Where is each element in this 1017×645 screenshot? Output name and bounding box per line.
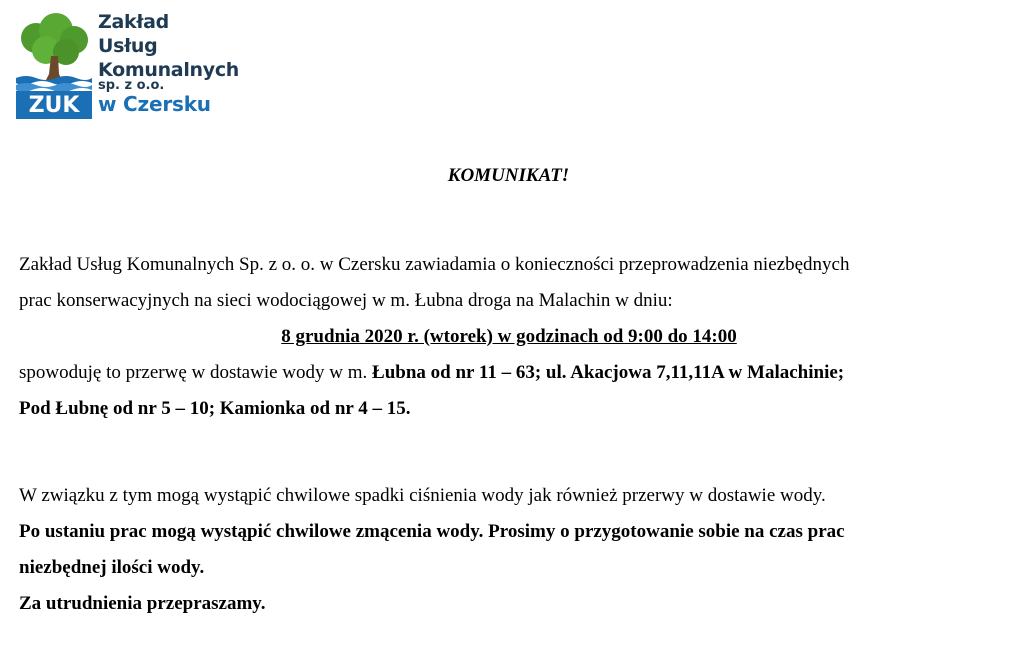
- logo-abbrev: ZUK: [28, 93, 80, 118]
- date-line: 8 grudnia 2020 r. (wtorek) w godzinach od 9:00 do 14:00: [281, 326, 737, 347]
- p2-line-4: Za utrudnienia przepraszamy.: [19, 593, 266, 614]
- p1-line-4-locations: Łubna od nr 11 – 63; ul. Akacjowa 7,11,11A w Malachinie;: [372, 362, 845, 383]
- tree-water-logo-icon: [16, 12, 92, 120]
- p1-line-2: prac konserwacyjnych na sieci wodociągowej w m. Łubna droga na Malachin w dniu:: [19, 290, 673, 311]
- logo-line-3: Komunalnych: [98, 59, 240, 81]
- notice-title: KOMUNIKAT!: [447, 165, 570, 186]
- p1-line-4-prefix: spowoduję to przerwę w dostawie wody w m.: [19, 362, 373, 383]
- logo-line-4: sp. z o.o.: [98, 78, 165, 93]
- p2-line-2: Po ustaniu prac mogą wystąpić chwilowe zmącenia wody. Prosimy o przygotowanie sobie na czas prac: [19, 521, 845, 542]
- company-logo: [16, 8, 256, 120]
- logo-wordmark: [98, 10, 239, 115]
- p1-line-5-locations: Pod Łubnę od nr 5 – 10; Kamionka od nr 4 – 15.: [19, 398, 411, 419]
- p1-line-1: Zakład Usług Komunalnych Sp. z o. o. w Czersku zawiadamia o konieczności przeprowadzenia niezbędnych: [19, 254, 850, 275]
- logo-line-1: Zakład: [98, 11, 169, 33]
- p2-line-3: niezbędnej ilości wody.: [19, 557, 205, 578]
- logo-line-2: Usług: [98, 35, 158, 57]
- notice-paragraph-2: [19, 478, 999, 622]
- p2-line-1: W związku z tym mogą wystąpić chwilowe spadki ciśnienia wody jak również przerwy w dostawie wody.: [19, 485, 826, 506]
- notice-paragraph-1: [19, 247, 999, 427]
- logo-line-5: w Czersku: [98, 92, 211, 116]
